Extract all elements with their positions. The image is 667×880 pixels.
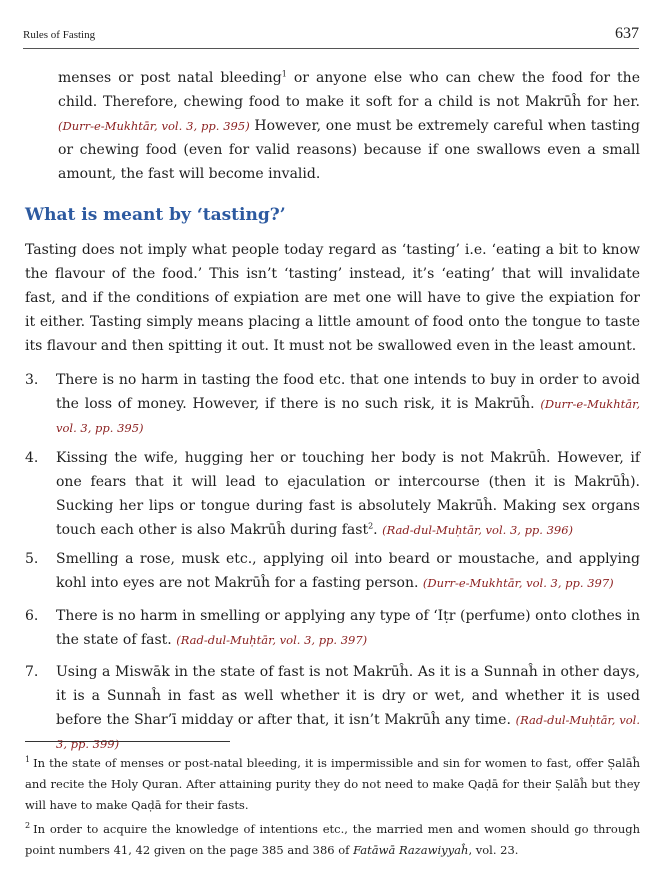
- footnote-marker-1[interactable]: 1: [281, 69, 287, 79]
- list-item: [25, 604, 640, 652]
- footnote-text-end: , vol. 23.: [468, 842, 519, 857]
- section-heading: What is meant by ‘tasting?’: [25, 205, 286, 225]
- continuation-text-a: menses or post natal bleeding: [58, 70, 282, 86]
- list-item: 4. Kissing the wife, hugging her or touching her body is not Makrūĥ. However, if one fears that it will lead to ejaculation or intercourse (then it is Makrūĥ). Sucking her lips or tongue during fast is absolutely Makrūĥ. Making sex organs touch each other is also Makrūĥ during fast$^2$. (Rad-dul-Muḥtār, vol. 3, pp. 396): [25, 446, 640, 542]
- footnote-divider: [25, 741, 230, 742]
- reference-citation: (Rad-dul-Muḥtār, vol. 3, pp. 396): [382, 523, 574, 537]
- reference-citation: (Rad-dul-Muḥtār, vol. 3, pp. 397): [176, 633, 368, 647]
- list-item: [25, 547, 640, 595]
- reference-citation: (Durr-e-Mukhtār, vol. 3, pp. 397): [422, 576, 614, 590]
- footnote: [25, 749, 640, 816]
- footnote-text: In the state of menses or post-natal bleeding, it is impermissible and sin for women to fast, offer Ṣalāĥ and recite the Holy Quran. After attaining purity they do not need to make Qaḍā for their Ṣalāĥ but they will have to make Qaḍā for their fasts.: [25, 755, 640, 812]
- list-item-number: 6.: [25, 608, 39, 624]
- reference-citation: (Durr-e-Mukhtār, vol. 3, pp. 395): [58, 119, 250, 133]
- reference-citation: (Durr-e-Mukhtār, vol. 3, pp. 395): [56, 397, 640, 435]
- footnote-book-title: Fatāwā Razawiyyaĥ: [353, 842, 469, 857]
- list-item-text: Smelling a rose, musk etc., applying oil into beard or moustache, and applying kohl into eyes are not Makrūĥ for a fasting person.: [56, 551, 640, 591]
- continuation-text-c: However, one must be extremely careful when tasting or chewing food (even for valid reasons) because if one swallows even a small amount, the fast will become invalid.: [58, 118, 640, 182]
- footnote-number: 1: [25, 755, 31, 764]
- continuation-paragraph: [58, 66, 640, 186]
- list-item-text: There is no harm in smelling or applying any type of ‘Iṭr (perfume) onto clothes in the state of fast.: [56, 608, 640, 648]
- footnote-marker-2[interactable]: 2: [368, 521, 374, 531]
- footnote-text: In order to acquire the knowledge of intentions etc., the married men and women should go through point numbers 41, 42 given on the page 385 and 386 of: [25, 821, 640, 857]
- running-title: Rules of Fasting: [23, 29, 96, 41]
- footnote-number: 2: [25, 821, 31, 830]
- page-number: 637: [615, 25, 639, 42]
- list-item-number: 7.: [25, 664, 39, 680]
- list-item-number: 3.: [25, 372, 39, 388]
- list-item-number: 4.: [25, 450, 39, 466]
- list-item-text: Using a Miswāk in the state of fast is not Makrūĥ. As it is a Sunnaĥ in other days, it is a Sunnaĥ in fast as well whether it is dry or wet, and whether it is used before the Shar’ī midday or after that, it isn’t Makrūĥ any time.: [56, 664, 640, 728]
- continuation-text-b: or anyone else who can chew the food for the child. Therefore, chewing food to make it soft for a child is not Makrūĥ for her.: [58, 70, 640, 110]
- list-item-text: There is no harm in tasting the food etc. that one intends to buy in order to avoid the loss of money. However, if there is no such risk, it is Makrūĥ.: [56, 372, 640, 412]
- list-item-text: Kissing the wife, hugging her or touching her body is not Makrūĥ. However, if one fears that it will lead to ejaculation or intercourse (then it is Makrūĥ). Sucking her lips or tongue during fast is absolutely Makrūĥ. Making sex organs touch each other is also Makrūĥ during fast: [56, 450, 640, 538]
- reference-citation: (Rad-dul-Muḥtār, vol. 3, pp. 399): [56, 713, 640, 751]
- footnote: [25, 815, 640, 861]
- list-item-number: 5.: [25, 551, 39, 567]
- page-header: [23, 20, 639, 49]
- section-paragraph: Tasting does not imply what people today regard as ‘tasting’ i.e. ‘eating a bit to know the flavour of the food.’ This isn’t ‘tasting’ instead, it’s ‘eating’ that will invalidate fast, and if the conditions of expiation are met one will have to give the expiation for it either. Tasting simply means placing a little amount of food onto the tongue to taste its flavour and then spitting it out. It must not be swallowed even in the least amount.: [25, 242, 640, 354]
- list-item: [25, 368, 640, 440]
